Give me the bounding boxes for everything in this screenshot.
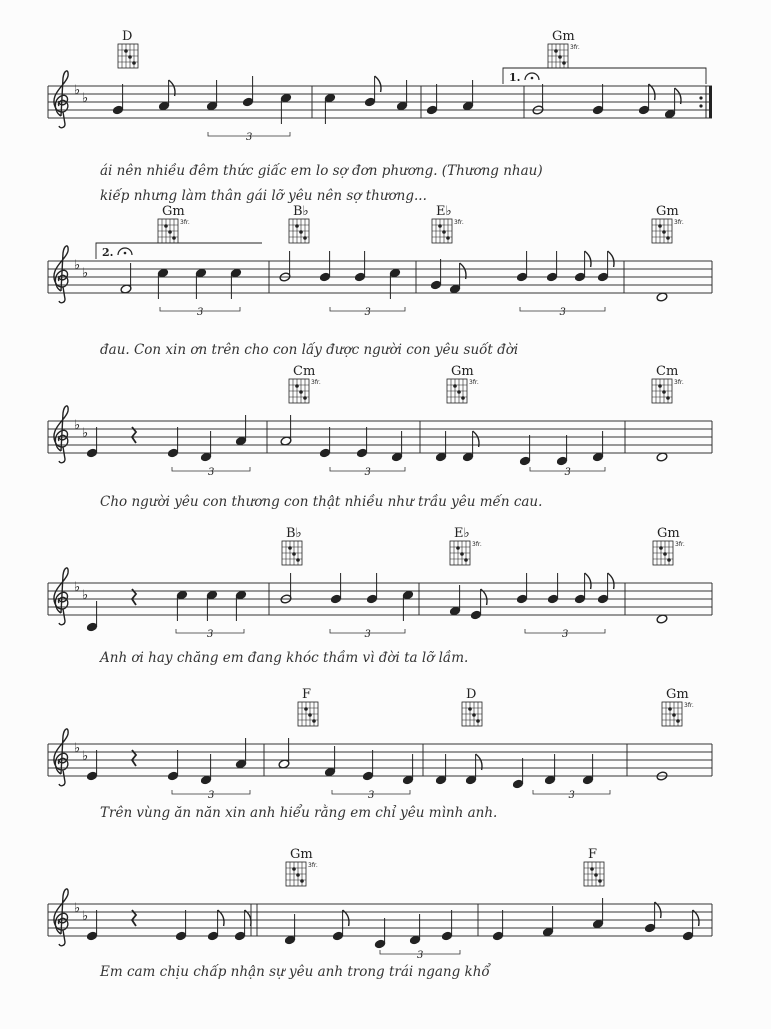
chord-name: Gm <box>657 526 680 541</box>
flat-sign-icon: ♭ <box>82 426 89 441</box>
finger-dot <box>128 55 132 59</box>
fret-label: 3fr. <box>454 219 464 226</box>
flat-sign-icon: ♭ <box>74 83 81 98</box>
finger-dot <box>460 552 464 556</box>
tuplet-number: 3 <box>364 307 371 318</box>
finger-dot <box>303 396 307 400</box>
key-signature <box>74 418 88 441</box>
lyric-line: đau. Con xin ơn trên cho con lấy được người con yêu suốt đời <box>100 342 519 358</box>
chord-diagram <box>450 526 482 565</box>
chord-diagram <box>662 687 694 726</box>
chord-diagram <box>652 204 684 243</box>
finger-dot <box>468 707 472 711</box>
finger-dot <box>442 230 446 234</box>
volta-bracket <box>503 68 706 84</box>
finger-dot <box>124 49 128 53</box>
finger-dot <box>668 707 672 711</box>
fret-label: 3fr. <box>674 379 684 386</box>
finger-dot <box>446 236 450 240</box>
flat-sign-icon: ♭ <box>74 741 81 756</box>
chord-name: B♭ <box>286 526 302 541</box>
finger-dot <box>164 224 168 228</box>
finger-dot <box>296 873 300 877</box>
finger-dot <box>438 224 442 228</box>
chord-name: B♭ <box>293 204 309 219</box>
finger-dot <box>658 224 662 228</box>
chord-name: F <box>588 847 598 862</box>
chord-name: Gm <box>162 204 185 219</box>
finger-dot <box>453 384 457 388</box>
chord-name: Gm <box>451 364 474 379</box>
tuplet-number: 3 <box>246 132 253 143</box>
finger-dot <box>594 873 598 877</box>
finger-dot <box>662 230 666 234</box>
tuplet-number: 3 <box>197 307 204 318</box>
chord-diagram <box>158 204 190 243</box>
lyric-line: Em cam chịu chấp nhận sự yêu anh trong trái ngang khổ <box>100 964 490 980</box>
volta-label: 1. <box>509 71 521 84</box>
finger-dot <box>299 230 303 234</box>
chord-diagram <box>652 364 684 403</box>
note-flag <box>608 573 614 589</box>
fermata-dot <box>531 77 534 80</box>
chord-name: E♭ <box>454 526 470 541</box>
fret-label: 3fr. <box>674 219 684 226</box>
treble-clef-icon <box>54 889 68 946</box>
chord-name: Gm <box>656 204 679 219</box>
treble-clef-icon <box>54 729 68 786</box>
finger-dot <box>663 552 667 556</box>
flat-sign-icon: ♭ <box>82 91 89 106</box>
system-2 <box>48 204 712 358</box>
fret-label: 3fr. <box>684 702 694 709</box>
system-4 <box>48 526 712 666</box>
lyric-line: kiếp nhưng làm thân gái lỡ yêu nên sợ thương... <box>100 188 427 204</box>
treble-clef-icon <box>54 568 68 625</box>
finger-dot <box>303 236 307 240</box>
finger-dot <box>598 879 602 883</box>
finger-dot <box>168 230 172 234</box>
chord-diagram <box>548 29 580 68</box>
finger-dot <box>461 396 465 400</box>
finger-dot <box>672 713 676 717</box>
chord-diagram <box>432 204 464 243</box>
tuplet-number: 3 <box>208 467 215 478</box>
note-flag <box>585 573 591 589</box>
finger-dot <box>172 236 176 240</box>
chord-diagram <box>286 847 318 886</box>
chord-diagram <box>462 687 482 726</box>
system-3 <box>48 364 712 510</box>
lyric-line: Anh ơi hay chăng em đang khóc thầm vì đời ta lỡ lầm. <box>100 650 469 666</box>
finger-dot <box>464 558 468 562</box>
finger-dot <box>296 558 300 562</box>
chord-diagram <box>289 204 309 243</box>
tuplet-number: 3 <box>207 629 214 640</box>
key-signature <box>74 258 88 281</box>
finger-dot <box>299 390 303 394</box>
finger-dot <box>659 546 663 550</box>
tuplet-number: 3 <box>562 629 569 640</box>
finger-dot <box>666 396 670 400</box>
chord-diagram <box>447 364 479 403</box>
chord-diagram <box>282 526 302 565</box>
fret-label: 3fr. <box>180 219 190 226</box>
system-5 <box>48 687 712 821</box>
chord-diagram <box>289 364 321 403</box>
chord-name: Gm <box>666 687 689 702</box>
chord-diagram <box>653 526 685 565</box>
note-flag <box>608 251 614 267</box>
lyric-line: Cho người yêu con thương con thật nhiều như trầu yêu mến cau. <box>100 494 543 510</box>
fret-label: 3fr. <box>675 541 685 548</box>
tuplet-number: 3 <box>368 790 375 801</box>
system-1 <box>48 29 712 204</box>
finger-dot <box>554 49 558 53</box>
volta-bracket <box>96 243 262 259</box>
fermata-dot <box>124 252 127 255</box>
finger-dot <box>456 546 460 550</box>
fret-label: 3fr. <box>311 379 321 386</box>
tuplet-number: 3 <box>564 467 571 478</box>
finger-dot <box>662 390 666 394</box>
note-flag <box>585 251 591 267</box>
tuplet-number: 3 <box>364 629 371 640</box>
finger-dot <box>288 546 292 550</box>
treble-clef-icon <box>54 71 68 128</box>
chord-name: E♭ <box>436 204 452 219</box>
flat-sign-icon: ♭ <box>74 580 81 595</box>
chord-name: F <box>302 687 312 702</box>
tuplet-number: 3 <box>559 307 566 318</box>
finger-dot <box>666 236 670 240</box>
flat-sign-icon: ♭ <box>74 418 81 433</box>
chord-name: Gm <box>290 847 313 862</box>
lyric-line: Trên vùng ăn năn xin anh hiểu rằng em chỉ yêu mình anh. <box>100 805 498 821</box>
finger-dot <box>667 558 671 562</box>
chord-name: D <box>466 687 477 702</box>
finger-dot <box>308 713 312 717</box>
tuplet-number: 3 <box>208 790 215 801</box>
chord-diagram <box>118 29 138 68</box>
finger-dot <box>658 384 662 388</box>
flat-sign-icon: ♭ <box>74 258 81 273</box>
treble-clef-icon <box>54 246 68 303</box>
finger-dot <box>292 867 296 871</box>
flat-sign-icon: ♭ <box>82 909 89 924</box>
finger-dot <box>295 224 299 228</box>
tuplet-number: 3 <box>568 790 575 801</box>
system-6 <box>48 847 712 980</box>
fret-label: 3fr. <box>308 862 318 869</box>
fret-label: 3fr. <box>469 379 479 386</box>
finger-dot <box>590 867 594 871</box>
fret-label: 3fr. <box>472 541 482 548</box>
flat-sign-icon: ♭ <box>82 266 89 281</box>
chord-name: Cm <box>293 364 316 379</box>
finger-dot <box>312 719 316 723</box>
chord-name: Cm <box>656 364 679 379</box>
finger-dot <box>558 55 562 59</box>
volta-label: 2. <box>102 246 114 259</box>
flat-sign-icon: ♭ <box>82 749 89 764</box>
finger-dot <box>300 879 304 883</box>
tuplet-number: 3 <box>364 467 371 478</box>
fret-label: 3fr. <box>570 44 580 51</box>
finger-dot <box>292 552 296 556</box>
flat-sign-icon: ♭ <box>82 588 89 603</box>
flat-sign-icon: ♭ <box>74 901 81 916</box>
note-flag <box>375 76 381 92</box>
tuplet-number: 3 <box>417 950 424 961</box>
finger-dot <box>476 719 480 723</box>
finger-dot <box>132 61 136 65</box>
chord-diagram <box>298 687 318 726</box>
finger-dot <box>295 384 299 388</box>
finger-dot <box>472 713 476 717</box>
chord-diagram <box>584 847 604 886</box>
finger-dot <box>304 707 308 711</box>
finger-dot <box>457 390 461 394</box>
chord-name: D <box>122 29 133 44</box>
treble-clef-icon <box>54 406 68 463</box>
chord-name: Gm <box>552 29 575 44</box>
finger-dot <box>562 61 566 65</box>
lyric-line: ái nên nhiều đêm thức giấc em lo sợ đơn phương. (Thương nhau) <box>100 163 543 179</box>
finger-dot <box>676 719 680 723</box>
